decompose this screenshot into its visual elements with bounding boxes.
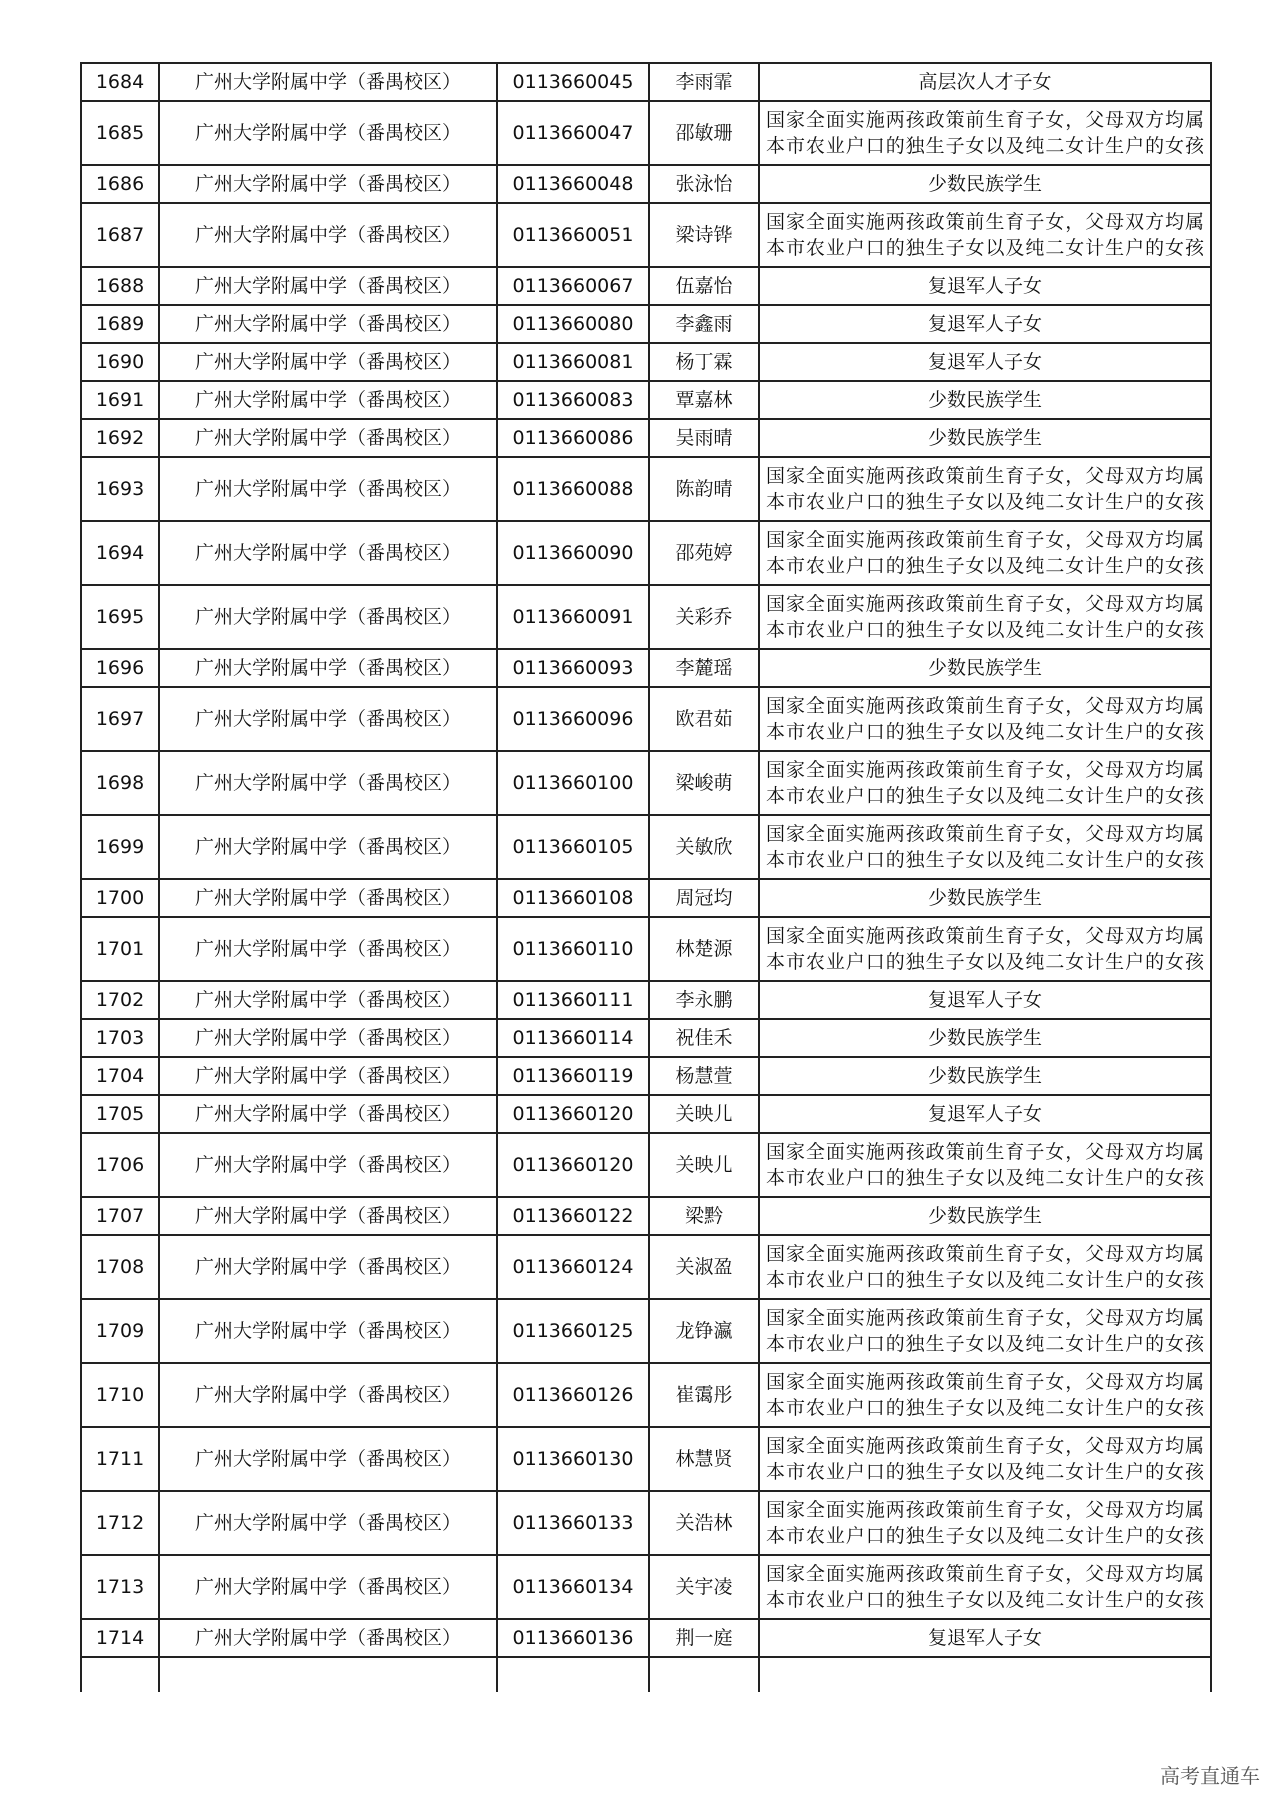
table-row: [81, 751, 1211, 815]
category-cell: [759, 63, 1211, 101]
row-number-cell: 1705: [81, 1095, 159, 1133]
category-cell: [759, 917, 1211, 981]
student-id-cell: 0113660083: [497, 381, 649, 419]
category-line: 国家全面实施两孩政策前生育子女，父母双方均属: [766, 593, 1204, 615]
table-row: [81, 165, 1211, 203]
category-line: 本市农业户口的独生子女以及纯二女计生户的女孩: [766, 1269, 1204, 1291]
row-number-cell: 1713: [81, 1555, 159, 1619]
student-id-cell: 0113660108: [497, 879, 649, 917]
category-cell: [759, 751, 1211, 815]
student-id-cell: 0113660080: [497, 305, 649, 343]
category-cell: [759, 585, 1211, 649]
category-line: 本市农业户口的独生子女以及纯二女计生户的女孩: [766, 1461, 1204, 1483]
category-line: 国家全面实施两孩政策前生育子女，父母双方均属: [766, 823, 1204, 845]
school-cell: 广州大学附属中学（番禺校区）: [159, 1619, 497, 1657]
category-cell: [759, 687, 1211, 751]
category-line: 国家全面实施两孩政策前生育子女，父母双方均属: [766, 1563, 1204, 1585]
student-id-cell: 0113660081: [497, 343, 649, 381]
student-name-cell: 邵敏珊: [649, 101, 759, 165]
category-line: 国家全面实施两孩政策前生育子女，父母双方均属: [766, 1499, 1204, 1521]
category-line: 本市农业户口的独生子女以及纯二女计生户的女孩: [766, 1525, 1204, 1547]
category-line: 本市农业户口的独生子女以及纯二女计生户的女孩: [766, 1167, 1204, 1189]
student-name-cell: 梁峻萌: [649, 751, 759, 815]
document-table-container: [80, 62, 1210, 1692]
empty-cell: [159, 1657, 497, 1692]
row-number-cell: 1709: [81, 1299, 159, 1363]
table-row: [81, 585, 1211, 649]
category-line: 本市农业户口的独生子女以及纯二女计生户的女孩: [766, 491, 1204, 513]
row-number-cell: 1695: [81, 585, 159, 649]
empty-cell: [759, 1657, 1211, 1692]
category-line: 本市农业户口的独生子女以及纯二女计生户的女孩: [766, 555, 1204, 577]
school-cell: 广州大学附属中学（番禺校区）: [159, 1019, 497, 1057]
student-name-cell: 关浩林: [649, 1491, 759, 1555]
category-line: 国家全面实施两孩政策前生育子女，父母双方均属: [766, 465, 1204, 487]
table-row: [81, 917, 1211, 981]
student-name-cell: 伍嘉怡: [649, 267, 759, 305]
school-cell: 广州大学附属中学（番禺校区）: [159, 1095, 497, 1133]
category-cell: [759, 203, 1211, 267]
student-id-cell: 0113660090: [497, 521, 649, 585]
category-line: 国家全面实施两孩政策前生育子女，父母双方均属: [766, 1307, 1204, 1329]
table-row: [81, 343, 1211, 381]
student-id-cell: 0113660119: [497, 1057, 649, 1095]
student-id-cell: 0113660122: [497, 1197, 649, 1235]
student-id-cell: 0113660096: [497, 687, 649, 751]
school-cell: 广州大学附属中学（番禺校区）: [159, 1235, 497, 1299]
row-number-cell: 1706: [81, 1133, 159, 1197]
student-name-cell: 关彩乔: [649, 585, 759, 649]
student-id-cell: 0113660045: [497, 63, 649, 101]
row-number-cell: 1703: [81, 1019, 159, 1057]
school-cell: 广州大学附属中学（番禺校区）: [159, 879, 497, 917]
student-id-cell: 0113660110: [497, 917, 649, 981]
student-name-cell: 张泳怡: [649, 165, 759, 203]
school-cell: 广州大学附属中学（番禺校区）: [159, 457, 497, 521]
admission-list-table: [80, 62, 1212, 1692]
row-number-cell: 1700: [81, 879, 159, 917]
student-id-cell: 0113660100: [497, 751, 649, 815]
category-line: 少数民族学生: [927, 389, 1042, 411]
student-name-cell: 周冠均: [649, 879, 759, 917]
student-name-cell: 林楚源: [649, 917, 759, 981]
category-cell: [759, 101, 1211, 165]
row-number-cell: 1708: [81, 1235, 159, 1299]
category-line: 少数民族学生: [927, 1065, 1042, 1087]
school-cell: 广州大学附属中学（番禺校区）: [159, 815, 497, 879]
school-cell: 广州大学附属中学（番禺校区）: [159, 1133, 497, 1197]
table-row: [81, 1619, 1211, 1657]
row-number-cell: 1698: [81, 751, 159, 815]
table-row: [81, 981, 1211, 1019]
category-line: 本市农业户口的独生子女以及纯二女计生户的女孩: [766, 237, 1204, 259]
school-cell: 广州大学附属中学（番禺校区）: [159, 687, 497, 751]
table-row: [81, 521, 1211, 585]
row-number-cell: 1690: [81, 343, 159, 381]
school-cell: 广州大学附属中学（番禺校区）: [159, 1427, 497, 1491]
table-row: [81, 1057, 1211, 1095]
category-line: 本市农业户口的独生子女以及纯二女计生户的女孩: [766, 1589, 1204, 1611]
category-line: 复退军人子女: [927, 989, 1042, 1011]
category-line: 本市农业户口的独生子女以及纯二女计生户的女孩: [766, 849, 1204, 871]
school-cell: 广州大学附属中学（番禺校区）: [159, 419, 497, 457]
table-row: [81, 381, 1211, 419]
table-row: [81, 1491, 1211, 1555]
table-row: [81, 1299, 1211, 1363]
category-line: 国家全面实施两孩政策前生育子女，父母双方均属: [766, 1371, 1204, 1393]
student-id-cell: 0113660130: [497, 1427, 649, 1491]
category-line: 复退军人子女: [927, 351, 1042, 373]
row-number-cell: 1704: [81, 1057, 159, 1095]
category-line: 少数民族学生: [927, 657, 1042, 679]
row-number-cell: 1688: [81, 267, 159, 305]
category-line: 少数民族学生: [927, 173, 1042, 195]
student-id-cell: 0113660086: [497, 419, 649, 457]
table-row: [81, 305, 1211, 343]
category-line: 复退军人子女: [927, 313, 1042, 335]
row-number-cell: 1707: [81, 1197, 159, 1235]
category-cell: [759, 981, 1211, 1019]
table-row: [81, 63, 1211, 101]
row-number-cell: 1696: [81, 649, 159, 687]
student-id-cell: 0113660126: [497, 1363, 649, 1427]
table-row: [81, 1427, 1211, 1491]
student-name-cell: 陈韵晴: [649, 457, 759, 521]
category-cell: [759, 1299, 1211, 1363]
category-line: 本市农业户口的独生子女以及纯二女计生户的女孩: [766, 721, 1204, 743]
school-cell: 广州大学附属中学（番禺校区）: [159, 343, 497, 381]
table-row: [81, 419, 1211, 457]
student-id-cell: 0113660136: [497, 1619, 649, 1657]
school-cell: 广州大学附属中学（番禺校区）: [159, 1197, 497, 1235]
category-cell: [759, 267, 1211, 305]
category-cell: [759, 1619, 1211, 1657]
row-number-cell: 1710: [81, 1363, 159, 1427]
category-line: 复退军人子女: [927, 1627, 1042, 1649]
table-row: [81, 1197, 1211, 1235]
school-cell: 广州大学附属中学（番禺校区）: [159, 1299, 497, 1363]
student-name-cell: 龙铮瀛: [649, 1299, 759, 1363]
table-row: [81, 267, 1211, 305]
student-name-cell: 荆一庭: [649, 1619, 759, 1657]
student-id-cell: 0113660047: [497, 101, 649, 165]
category-cell: [759, 457, 1211, 521]
student-id-cell: 0113660048: [497, 165, 649, 203]
table-body: [81, 63, 1211, 1692]
category-line: 国家全面实施两孩政策前生育子女，父母双方均属: [766, 109, 1204, 131]
school-cell: 广州大学附属中学（番禺校区）: [159, 305, 497, 343]
category-cell: [759, 1363, 1211, 1427]
table-row: [81, 687, 1211, 751]
school-cell: 广州大学附属中学（番禺校区）: [159, 203, 497, 267]
student-name-cell: 李麓瑶: [649, 649, 759, 687]
table-row: [81, 1555, 1211, 1619]
student-name-cell: 李雨霏: [649, 63, 759, 101]
empty-cell: [497, 1657, 649, 1692]
category-line: 本市农业户口的独生子女以及纯二女计生户的女孩: [766, 1333, 1204, 1355]
category-cell: [759, 879, 1211, 917]
student-id-cell: 0113660124: [497, 1235, 649, 1299]
category-cell: [759, 419, 1211, 457]
student-name-cell: 杨慧萱: [649, 1057, 759, 1095]
row-number-cell: 1701: [81, 917, 159, 981]
student-id-cell: 0113660134: [497, 1555, 649, 1619]
student-name-cell: 关宇凌: [649, 1555, 759, 1619]
category-cell: [759, 1427, 1211, 1491]
student-name-cell: 李永鹏: [649, 981, 759, 1019]
category-cell: [759, 521, 1211, 585]
student-id-cell: 0113660051: [497, 203, 649, 267]
student-id-cell: 0113660093: [497, 649, 649, 687]
school-cell: 广州大学附属中学（番禺校区）: [159, 63, 497, 101]
table-row: [81, 457, 1211, 521]
row-number-cell: 1691: [81, 381, 159, 419]
table-row: [81, 879, 1211, 917]
watermark-text: 高考直通车: [1160, 1764, 1260, 1788]
student-name-cell: 关映儿: [649, 1133, 759, 1197]
student-id-cell: 0113660120: [497, 1133, 649, 1197]
category-cell: [759, 1133, 1211, 1197]
student-name-cell: 梁黔: [649, 1197, 759, 1235]
school-cell: 广州大学附属中学（番禺校区）: [159, 1491, 497, 1555]
table-row: [81, 1133, 1211, 1197]
school-cell: 广州大学附属中学（番禺校区）: [159, 1555, 497, 1619]
category-cell: [759, 1197, 1211, 1235]
row-number-cell: 1711: [81, 1427, 159, 1491]
category-cell: [759, 1057, 1211, 1095]
category-line: 少数民族学生: [927, 427, 1042, 449]
school-cell: 广州大学附属中学（番禺校区）: [159, 165, 497, 203]
school-cell: 广州大学附属中学（番禺校区）: [159, 101, 497, 165]
category-cell: [759, 1491, 1211, 1555]
table-row: [81, 203, 1211, 267]
category-cell: [759, 649, 1211, 687]
student-id-cell: 0113660105: [497, 815, 649, 879]
table-row: [81, 649, 1211, 687]
category-line: 国家全面实施两孩政策前生育子女，父母双方均属: [766, 1435, 1204, 1457]
school-cell: 广州大学附属中学（番禺校区）: [159, 521, 497, 585]
student-name-cell: 关敏欣: [649, 815, 759, 879]
student-name-cell: 杨丁霖: [649, 343, 759, 381]
row-number-cell: 1699: [81, 815, 159, 879]
category-line: 复退军人子女: [927, 275, 1042, 297]
category-cell: [759, 343, 1211, 381]
school-cell: 广州大学附属中学（番禺校区）: [159, 917, 497, 981]
category-line: 少数民族学生: [927, 887, 1042, 909]
category-line: 国家全面实施两孩政策前生育子女，父母双方均属: [766, 695, 1204, 717]
student-id-cell: 0113660133: [497, 1491, 649, 1555]
row-number-cell: 1692: [81, 419, 159, 457]
category-line: 本市农业户口的独生子女以及纯二女计生户的女孩: [766, 135, 1204, 157]
school-cell: 广州大学附属中学（番禺校区）: [159, 381, 497, 419]
student-id-cell: 0113660125: [497, 1299, 649, 1363]
category-cell: [759, 165, 1211, 203]
category-line: 高层次人才子女: [918, 71, 1052, 93]
row-number-cell: 1712: [81, 1491, 159, 1555]
category-cell: [759, 1235, 1211, 1299]
school-cell: 广州大学附属中学（番禺校区）: [159, 981, 497, 1019]
row-number-cell: 1687: [81, 203, 159, 267]
row-number-cell: 1684: [81, 63, 159, 101]
student-name-cell: 吴雨晴: [649, 419, 759, 457]
school-cell: 广州大学附属中学（番禺校区）: [159, 751, 497, 815]
student-id-cell: 0113660120: [497, 1095, 649, 1133]
student-name-cell: 关映儿: [649, 1095, 759, 1133]
school-cell: 广州大学附属中学（番禺校区）: [159, 1057, 497, 1095]
empty-cell: [81, 1657, 159, 1692]
category-cell: [759, 815, 1211, 879]
category-line: 少数民族学生: [927, 1027, 1042, 1049]
row-number-cell: 1714: [81, 1619, 159, 1657]
student-name-cell: 邵苑婷: [649, 521, 759, 585]
row-number-cell: 1697: [81, 687, 159, 751]
student-id-cell: 0113660067: [497, 267, 649, 305]
category-line: 本市农业户口的独生子女以及纯二女计生户的女孩: [766, 785, 1204, 807]
table-row: [81, 1095, 1211, 1133]
row-number-cell: 1686: [81, 165, 159, 203]
row-number-cell: 1702: [81, 981, 159, 1019]
student-name-cell: 李鑫雨: [649, 305, 759, 343]
category-line: 复退军人子女: [927, 1103, 1042, 1125]
student-name-cell: 欧君茹: [649, 687, 759, 751]
school-cell: 广州大学附属中学（番禺校区）: [159, 267, 497, 305]
table-row: [81, 815, 1211, 879]
row-number-cell: 1693: [81, 457, 159, 521]
empty-cell: [649, 1657, 759, 1692]
school-cell: 广州大学附属中学（番禺校区）: [159, 649, 497, 687]
student-name-cell: 林慧贤: [649, 1427, 759, 1491]
student-id-cell: 0113660088: [497, 457, 649, 521]
student-name-cell: 覃嘉林: [649, 381, 759, 419]
category-line: 国家全面实施两孩政策前生育子女，父母双方均属: [766, 529, 1204, 551]
category-cell: [759, 305, 1211, 343]
student-id-cell: 0113660111: [497, 981, 649, 1019]
school-cell: 广州大学附属中学（番禺校区）: [159, 1363, 497, 1427]
category-line: 少数民族学生: [927, 1205, 1042, 1227]
student-id-cell: 0113660091: [497, 585, 649, 649]
category-cell: [759, 1555, 1211, 1619]
table-row: [81, 101, 1211, 165]
student-name-cell: 崔霭彤: [649, 1363, 759, 1427]
table-row: [81, 1363, 1211, 1427]
category-line: 国家全面实施两孩政策前生育子女，父母双方均属: [766, 925, 1204, 947]
category-cell: [759, 381, 1211, 419]
category-line: 国家全面实施两孩政策前生育子女，父母双方均属: [766, 759, 1204, 781]
category-line: 国家全面实施两孩政策前生育子女，父母双方均属: [766, 1141, 1204, 1163]
table-row: [81, 1235, 1211, 1299]
category-cell: [759, 1019, 1211, 1057]
category-line: 本市农业户口的独生子女以及纯二女计生户的女孩: [766, 1397, 1204, 1419]
category-line: 国家全面实施两孩政策前生育子女，父母双方均属: [766, 211, 1204, 233]
student-name-cell: 祝佳禾: [649, 1019, 759, 1057]
table-row: [81, 1019, 1211, 1057]
category-line: 本市农业户口的独生子女以及纯二女计生户的女孩: [766, 619, 1204, 641]
school-cell: 广州大学附属中学（番禺校区）: [159, 585, 497, 649]
empty-row: [81, 1657, 1211, 1692]
row-number-cell: 1685: [81, 101, 159, 165]
student-name-cell: 关淑盈: [649, 1235, 759, 1299]
student-name-cell: 梁诗铧: [649, 203, 759, 267]
student-id-cell: 0113660114: [497, 1019, 649, 1057]
category-line: 国家全面实施两孩政策前生育子女，父母双方均属: [766, 1243, 1204, 1265]
row-number-cell: 1689: [81, 305, 159, 343]
row-number-cell: 1694: [81, 521, 159, 585]
category-line: 本市农业户口的独生子女以及纯二女计生户的女孩: [766, 951, 1204, 973]
category-cell: [759, 1095, 1211, 1133]
